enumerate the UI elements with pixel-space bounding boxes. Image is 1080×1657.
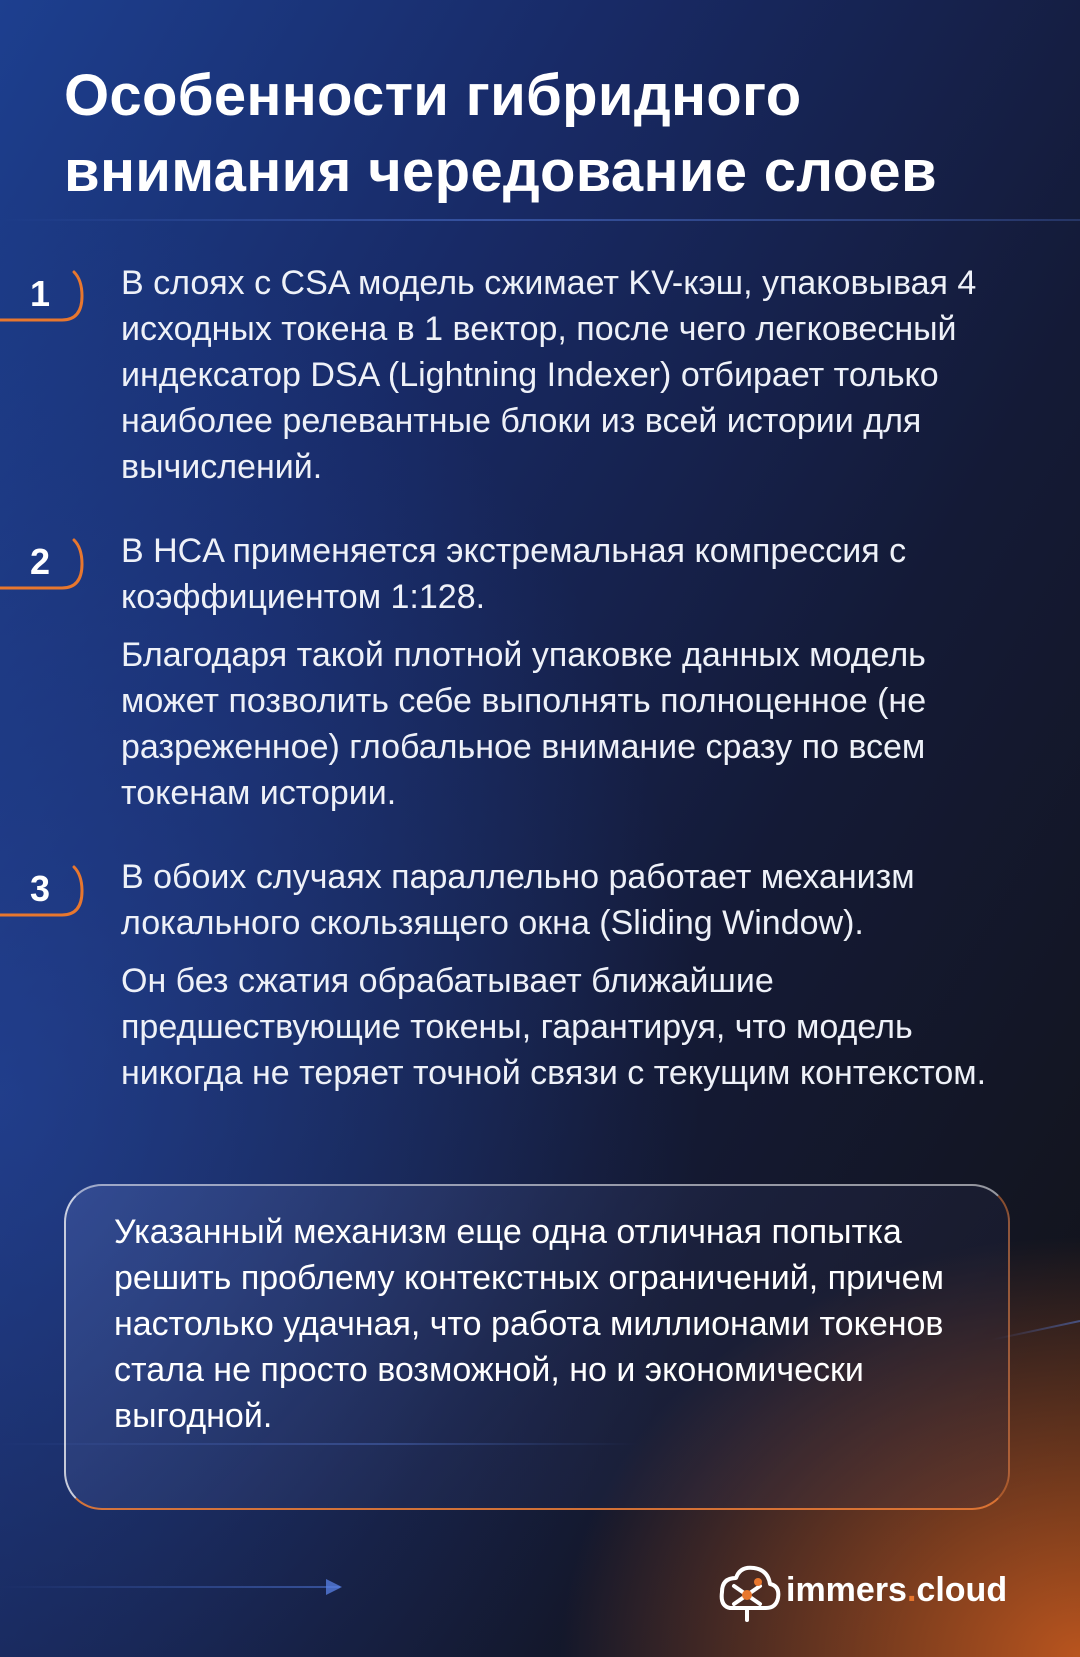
decorative-line-top	[0, 219, 1080, 221]
item-1-number-badge	[0, 262, 90, 326]
arrow-head-icon	[326, 1579, 342, 1595]
immers-cloud-logo-icon	[712, 1560, 782, 1624]
decorative-line-bottom	[0, 1586, 340, 1588]
page-title-line-2: внимания чередование слоев	[64, 139, 937, 204]
item-1-paragraph-1: В слоях с CSA модель сжимает KV-кэш, упаковывая 4 исходных токена в 1 вектор, после чего легковесный индексатор DSA (Lightning Indexer) отбирает только наиболее релевантные блоки из всей истории для вычислений.	[121, 264, 977, 486]
brand-dot: .	[906, 1571, 917, 1609]
brand-logo	[712, 1560, 1032, 1624]
item-3-paragraph-2: Он без сжатия обрабатывает ближайшие предшествующие токены, гарантируя, что модель никогда не теряет точной связи с текущим контекстом.	[121, 962, 987, 1092]
page-title	[64, 58, 1044, 210]
item-2-number-badge	[0, 530, 90, 594]
item-3-paragraph-1: В обоих случаях параллельно работает механизм локального скользящего окна (Sliding Window).	[121, 858, 915, 942]
summary-callout-text: Указанный механизм еще одна отличная попытка решить проблему контекстных ограничений, причем настолько удачная, что работа миллионами токенов стала не просто возможной, но и экономически выгодной.	[114, 1213, 944, 1435]
brand-suffix: cloud	[916, 1571, 1008, 1609]
item-3-text	[121, 854, 1021, 1096]
item-2-text	[121, 528, 1021, 816]
summary-callout-box	[64, 1184, 1010, 1510]
page-title-line-1: Особенности гибридного	[64, 63, 802, 128]
item-3-number-badge	[0, 857, 90, 921]
item-3-number: 3	[30, 868, 51, 909]
item-2-paragraph-1: В HCA применяется экстремальная компрессия с коэффициентом 1:128.	[121, 532, 907, 616]
brand-logo-text	[786, 1570, 1007, 1610]
brand-name: immers	[786, 1571, 907, 1609]
item-1-number: 1	[30, 273, 51, 314]
item-2-number: 2	[30, 541, 51, 582]
item-1-text	[121, 260, 1021, 490]
item-2-paragraph-2: Благодаря такой плотной упаковке данных модель может позволить себе выполнять полноценное (не разреженное) глобальное внимание сразу по всем токенам истории.	[121, 636, 927, 812]
